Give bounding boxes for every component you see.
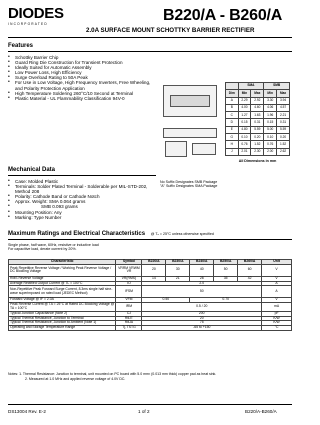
value: 28 bbox=[190, 276, 214, 281]
dim-cell: 4.60 bbox=[251, 104, 264, 111]
mechanical-item: • Mounting Position: Any bbox=[8, 210, 158, 215]
unit: V bbox=[262, 264, 292, 276]
ratings-row bbox=[9, 303, 292, 312]
feature-item: • For Use in Low Voltage, High Frequency Inverters, Free Wheeling, and Polarity Protection Application bbox=[8, 80, 158, 90]
value: 50 bbox=[214, 264, 238, 276]
dim-header: Dim bbox=[226, 90, 239, 97]
dim-header: Max bbox=[277, 90, 290, 97]
ratings-condition: @ Tₐ = 25°C unless otherwise specified bbox=[150, 232, 214, 236]
footer-part-number: B220/A-B260/A bbox=[245, 409, 277, 414]
feature-item: • Guard Ring Die Construction for Transient Protection bbox=[8, 60, 158, 65]
mechanical-item: • Approx. Weight: SMA 0.064 grams bbox=[8, 199, 158, 204]
dim-cell: 5.00 bbox=[264, 126, 277, 133]
package-lead-detail bbox=[192, 143, 216, 155]
dim-group-sma: SMA bbox=[238, 83, 264, 90]
characteristic: Average Rectified Output Current @ TL = 100°C bbox=[9, 281, 116, 286]
unit: A bbox=[262, 281, 292, 286]
dimension-note: All Dimensions in mm bbox=[238, 159, 277, 163]
symbol: VFM bbox=[116, 298, 142, 303]
dim-row bbox=[226, 141, 290, 148]
footnote: 2. Measured at 1.0 MHz and applied reverse voltage of 4.0V DC. bbox=[25, 377, 126, 381]
features-heading: Features bbox=[8, 43, 34, 49]
value: 75 bbox=[142, 321, 262, 326]
characteristic: Peak Repetitive Reverse Voltage / Working Peak Reverse Voltage / DC Blocking Voltage bbox=[9, 264, 116, 276]
value: 0.50 bbox=[142, 298, 190, 303]
value: 40 bbox=[190, 264, 214, 276]
footer-page-number: 1 of 2 bbox=[138, 409, 150, 414]
mechanical-item: • Polarity: Cathode Band or Cathode Notch bbox=[8, 194, 158, 199]
logo-subtext: INCORPORATED bbox=[8, 22, 48, 26]
dim-row bbox=[226, 112, 290, 119]
footer-doc-id: DS13004 Rev. E-2 bbox=[8, 409, 46, 414]
symbol: RθJA bbox=[116, 321, 142, 326]
value: 20 bbox=[142, 316, 262, 321]
package-end-view bbox=[165, 141, 187, 157]
value: 60 bbox=[238, 264, 262, 276]
package-side-view bbox=[163, 128, 217, 138]
characteristic: Peak Reverse Current @ TA = 25°C at Rated DC Blocking Voltage @ TA = 100°C bbox=[10, 302, 115, 310]
ratings-header: B250/A bbox=[214, 260, 238, 265]
unit: K/W bbox=[262, 321, 292, 326]
unit: °C bbox=[262, 326, 292, 331]
feature-item: • Low Power Loss, High Efficiency bbox=[8, 70, 158, 75]
symbol: IO bbox=[116, 281, 142, 286]
characteristic: Operating and Storage Temperature Range bbox=[9, 326, 116, 331]
features-divider bbox=[8, 51, 292, 52]
dim-cell: B bbox=[226, 104, 239, 111]
footnote: Notes: 1. Thermal Resistance: Junction to terminal, unit mounted on PC board with 5.0 mm² (0.013 mm thick) copper pad as heat sink. bbox=[8, 372, 217, 376]
symbol: VR(RMS) bbox=[116, 276, 142, 281]
ratings-header: B260/A bbox=[238, 260, 262, 265]
mechanical-item: • SMB 0.093 grams bbox=[8, 204, 158, 209]
symbol: Tj, TSTG bbox=[116, 326, 142, 331]
features-list bbox=[8, 55, 158, 101]
dim-cell: 2.29 bbox=[238, 97, 251, 104]
dim-cell: 3.94 bbox=[277, 97, 290, 104]
dim-cell: 2.01 bbox=[238, 148, 251, 155]
value: 14 bbox=[142, 276, 166, 281]
ratings-row bbox=[9, 286, 292, 298]
characteristic: Typical Thermal Resistance, Junction to Terminal bbox=[9, 316, 116, 321]
dim-cell: 5.59 bbox=[251, 126, 264, 133]
value: 42 bbox=[238, 276, 262, 281]
dim-row bbox=[226, 126, 290, 133]
page-subtitle: 2.0A SURFACE MOUNT SCHOTTKY BARRIER RECTIFIER bbox=[86, 27, 255, 34]
value: 20 bbox=[142, 264, 166, 276]
characteristic: Non-Repetitive Peak Forward Surge Current, 8.3ms single half sine-wave superimposed on rated load (JEDEC Method) bbox=[9, 286, 116, 298]
unit: mA bbox=[262, 303, 292, 312]
dim-cell: 4.00 bbox=[238, 104, 251, 111]
suffix-note: No Suffix Designates SMB Package bbox=[160, 180, 218, 184]
ratings-header: Symbol bbox=[116, 260, 142, 265]
dim-cell: 4.80 bbox=[238, 126, 251, 133]
feature-item: • Plastic Material - UL Flammability Classification 94V-0 bbox=[8, 96, 158, 101]
dim-cell: 2.30 bbox=[251, 148, 264, 155]
value: 0.70 bbox=[190, 298, 262, 303]
mechanical-item: • Case: Molded Plastic bbox=[8, 179, 158, 184]
ratings-title: Maximum Ratings and Electrical Characteristics bbox=[8, 231, 146, 237]
dim-cell: H bbox=[226, 141, 239, 148]
dim-cell: 2.21 bbox=[277, 112, 290, 119]
dim-cell: 0.15 bbox=[264, 119, 277, 126]
package-suffix-notes bbox=[160, 180, 217, 188]
ratings-row bbox=[9, 264, 292, 276]
dim-cell: E bbox=[226, 126, 239, 133]
dim-cell: A bbox=[226, 97, 239, 104]
condition-line: Single phase, half wave, 60Hz, resistive or inductive load bbox=[8, 243, 99, 247]
mechanical-list bbox=[8, 179, 158, 220]
feature-item: • Ideally Suited for Automatic Assembly bbox=[8, 65, 158, 70]
dim-cell: 0.10 bbox=[264, 134, 277, 141]
dim-header: Min bbox=[238, 90, 251, 97]
value: 50 bbox=[142, 286, 262, 298]
condition-line: For capacitive load, derate current by 20%. bbox=[8, 247, 77, 252]
value: 30 bbox=[166, 264, 190, 276]
value: 2.0 bbox=[142, 281, 262, 286]
dim-cell: 3.30 bbox=[264, 97, 277, 104]
dim-cell: C bbox=[226, 112, 239, 119]
dim-cell: 2.92 bbox=[251, 97, 264, 104]
mechanical-heading: Mechanical Data bbox=[8, 167, 56, 173]
unit: V bbox=[262, 298, 292, 303]
symbol: IFSM bbox=[116, 286, 142, 298]
dim-row bbox=[226, 119, 290, 126]
dim-cell: 0.31 bbox=[251, 119, 264, 126]
ratings-header: Characteristic bbox=[9, 260, 116, 265]
dim-cell: 1.96 bbox=[264, 112, 277, 119]
characteristic: Forward Voltage @ IF = 2.0A bbox=[9, 298, 116, 303]
characteristic: Typical Thermal Resistance, Junction to Ambient (Note 1) bbox=[9, 321, 116, 326]
ratings-header: B220/A bbox=[142, 260, 166, 265]
value: -65 to +150 bbox=[142, 326, 262, 331]
dim-group-smb: SMB bbox=[264, 83, 290, 90]
dim-cell: 0.10 bbox=[238, 134, 251, 141]
ratings-row bbox=[9, 326, 292, 331]
dim-cell: 4.06 bbox=[264, 104, 277, 111]
symbol: VRRM VRWM VR bbox=[116, 264, 142, 276]
ratings-header: B230/A bbox=[166, 260, 190, 265]
symbol: IRM bbox=[116, 303, 142, 312]
logo-text: DIODES bbox=[8, 5, 64, 22]
dim-row bbox=[226, 134, 290, 141]
dim-header: Min bbox=[264, 90, 277, 97]
mechanical-item: • Terminals: Solder Plated Terminal - Solderable per MIL-STD-202, Method 208 bbox=[8, 184, 158, 194]
ratings-conditions bbox=[8, 243, 99, 251]
value: 35 bbox=[214, 276, 238, 281]
ratings-heading bbox=[8, 231, 214, 237]
feature-item: • Surge Overload Rating to 50A Peak bbox=[8, 75, 158, 80]
dim-cell: 0.31 bbox=[277, 119, 290, 126]
symbol: CJ bbox=[116, 311, 142, 316]
dim-cell: 1.27 bbox=[238, 112, 251, 119]
dim-cell: 0.76 bbox=[238, 141, 251, 148]
dim-row bbox=[226, 104, 290, 111]
dim-cell: 0.15 bbox=[238, 119, 251, 126]
dim-cell: 0.20 bbox=[277, 134, 290, 141]
page-title: B220/A - B260/A bbox=[163, 7, 283, 24]
suffix-note: "A" Suffix Designates SMA Package bbox=[160, 184, 218, 189]
footer-divider bbox=[8, 404, 292, 405]
dimension-table bbox=[225, 82, 290, 156]
dim-cell: D bbox=[226, 119, 239, 126]
feature-item: • Schottky Barrier Chip bbox=[8, 55, 158, 60]
unit: V bbox=[262, 276, 292, 281]
dim-cell: 2.00 bbox=[264, 148, 277, 155]
mechanical-divider bbox=[8, 175, 156, 176]
ratings-table bbox=[8, 259, 292, 331]
dim-cell: 1.63 bbox=[251, 112, 264, 119]
company-logo bbox=[8, 6, 66, 28]
characteristic: RMS Reverse Voltage bbox=[9, 276, 116, 281]
dim-cell: 5.59 bbox=[277, 126, 290, 133]
ratings-header-row bbox=[9, 260, 292, 265]
feature-item: • High Temperature Soldering 260°C/10 Second at Terminal bbox=[8, 91, 158, 96]
unit: K/W bbox=[262, 316, 292, 321]
header-divider bbox=[8, 37, 292, 38]
package-body bbox=[170, 95, 210, 107]
dim-row bbox=[226, 97, 290, 104]
dim-cell: 0.20 bbox=[251, 134, 264, 141]
symbol: RθJT bbox=[116, 316, 142, 321]
dim-cell: 0.76 bbox=[264, 141, 277, 148]
characteristic: Typical Junction Capacitance (Note 2) bbox=[9, 311, 116, 316]
dim-cell: 1.52 bbox=[251, 141, 264, 148]
dim-row bbox=[226, 148, 290, 155]
value: 21 bbox=[166, 276, 190, 281]
ratings-header: Unit bbox=[262, 260, 292, 265]
value: 200 bbox=[142, 311, 262, 316]
dim-header: Max bbox=[251, 90, 264, 97]
dim-cell: J bbox=[226, 148, 239, 155]
dim-group-blank bbox=[226, 83, 239, 90]
ratings-divider bbox=[8, 239, 292, 240]
dim-cell: G bbox=[226, 134, 239, 141]
unit: A bbox=[262, 286, 292, 298]
value: 0.5 / 20 bbox=[142, 303, 262, 312]
unit: pF bbox=[262, 311, 292, 316]
dim-cell: 4.57 bbox=[277, 104, 290, 111]
dim-cell: 1.52 bbox=[277, 141, 290, 148]
ratings-header: B240/A bbox=[190, 260, 214, 265]
mechanical-item: • Marking: Type Number bbox=[8, 215, 158, 220]
dim-cell: 2.62 bbox=[277, 148, 290, 155]
